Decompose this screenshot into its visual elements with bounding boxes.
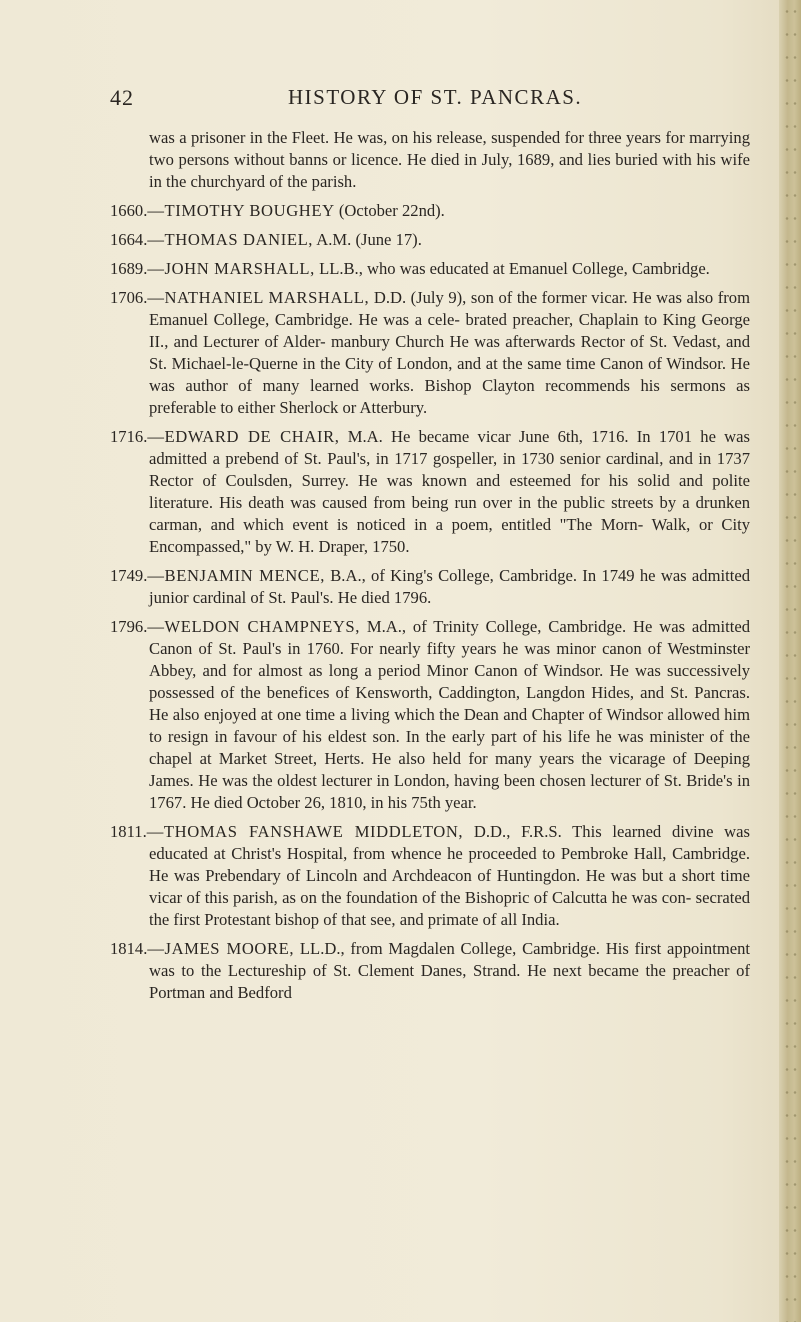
- entry-name: —JOHN MARSHALL,: [147, 259, 315, 278]
- entry-name: —TIMOTHY BOUGHEY: [147, 201, 335, 220]
- entry-name: —WELDON CHAMPNEYS,: [147, 617, 360, 636]
- entry-name: —THOMAS FANSHAWE MIDDLETON,: [146, 822, 464, 841]
- entry-text: M.A., of Trinity College, Cambridge. He was admitted Canon of St. Paul's in 1760. For nearly fifty years he was minor canon of Westminster Abbey, and for almost as long a period Minor Canon of Windsor. He was successively possessed of the benefices of Kensworth, Caddington, Langdon Hides, and St. Pancras. He also enjoyed at one time a living which the Dean and Chapter of Windsor allowed him to resign in favour of his eldest son. In the early part of his life he was minister of the chapel at Market Street, Herts. He also held for many years the vicarage of Deeping James. He was the oldest lecturer in London, having been chosen lecturer of St. Bride's in 1767. He died October 26, 1810, in his 75th year.: [149, 617, 750, 812]
- entry-name: —JAMES MOORE,: [147, 939, 295, 958]
- page-body: [110, 127, 750, 1011]
- vicar-entry: [110, 938, 750, 1004]
- entry-year: 1716.: [110, 427, 148, 446]
- entry-year: 1660.: [110, 201, 148, 220]
- vicar-entry: [110, 229, 750, 251]
- page-header: [110, 85, 750, 115]
- entry-name: —EDWARD DE CHAIR,: [147, 427, 340, 446]
- page-edge: [779, 0, 801, 1322]
- continuation-paragraph: was a prisoner in the Fleet. He was, on his release, suspended for three years for marrying two persons without banns or licence. He died in July, 1689, and lies buried with his wife in the churchyard of the parish.: [149, 128, 750, 191]
- entry-year: 1796.: [110, 617, 148, 636]
- vicar-entry: [110, 200, 750, 222]
- entry-name: —BENJAMIN MENCE,: [147, 566, 325, 585]
- entry-name: —NATHANIEL MARSHALL,: [147, 288, 370, 307]
- entry-text: M.A. He became vicar June 6th, 1716. In 1701 he was admitted a prebend of St. Paul's, in 1717 gospeller, in 1730 senior cardinal, and in 1737 Rector of Coulsden, Surrey. He was known and esteemed for his solid and polite literature. His death was caused from being run over in the public streets by a drunken carman, and which event is noticed in a poem, entitled "The Morn- Walk, or City Encompassed," by W. H. Draper, 1750.: [149, 427, 750, 556]
- vicar-entry: [110, 258, 750, 280]
- entry-text: (October 22nd).: [334, 201, 445, 220]
- entry-year: 1811.: [110, 822, 147, 841]
- vicar-entry: [110, 616, 750, 814]
- entry-year: 1689.: [110, 259, 148, 278]
- entry-text: LL.B., who was educated at Emanuel College, Cambridge.: [314, 259, 710, 278]
- vicar-entry: [110, 287, 750, 419]
- page-number: 42: [110, 85, 134, 110]
- vicar-entry: [110, 821, 750, 931]
- entry-year: 1706.: [110, 288, 148, 307]
- entry-year: 1749.: [110, 566, 148, 585]
- running-head: HISTORY OF ST. PANCRAS.: [288, 85, 583, 109]
- entry-text: D.D. (July 9), son of the former vicar. He was also from Emanuel College, Cambridge. He was a cele- brated preacher, Chaplain to King George II., and Lecturer of Alder- manbury Church He was afterwards Rector of St. Vedast, and St. Michael-le-Querne in the City of London, and at the same time Canon of Windsor. He was author of many learned works. Bishop Clayton recommends his sermons as preferable to either Sherlock or Atterbury.: [149, 288, 750, 417]
- entry-text: D.D., F.R.S. This learned divine was educated at Christ's Hospital, from whence he proceeded to Pembroke Hall, Cambridge. He was Prebendary of Lincoln and Archdeacon of Huntingdon. He was but a short time vicar of this parish, as on the foundation of the Bishopric of Calcutta he was con- secrated the first Protestant bishop of that see, and primate of all India.: [149, 822, 750, 929]
- entry-text: LL.D., from Magdalen College, Cambridge. His first appointment was to the Lectureship of St. Clement Danes, Strand. He next became the preacher of Portman and Bedford: [149, 939, 750, 1002]
- entry-text: A.M. (June 17).: [313, 230, 422, 249]
- entry-text: B.A., of King's College, Cambridge. In 1749 he was admitted junior cardinal of St. Paul's. He died 1796.: [149, 566, 750, 607]
- entry-year: 1664.: [110, 230, 148, 249]
- entry-year: 1814.: [110, 939, 148, 958]
- entry-name: —THOMAS DANIEL,: [147, 230, 314, 249]
- vicar-entry: [110, 426, 750, 558]
- vicar-entry: [110, 565, 750, 609]
